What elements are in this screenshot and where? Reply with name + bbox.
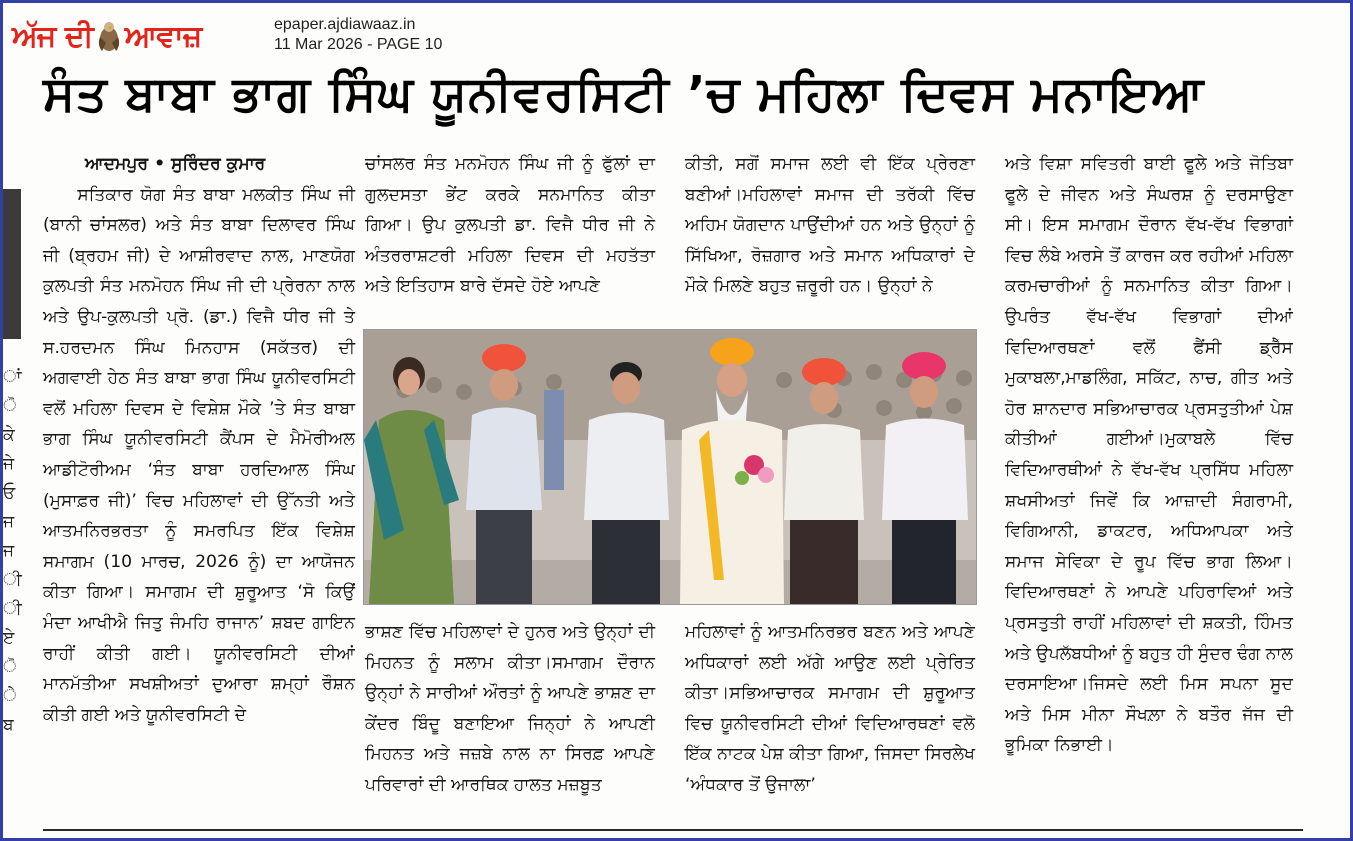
- article-column-2-bottom: [365, 617, 655, 801]
- column-2-top-text: ਚਾਂਸਲਰ ਸੰਤ ਮਨਮੋਹਨ ਸਿੰਘ ਜੀ ਨੂੰ ਫੁੱਲਾਂ ਦਾ ਗੁਲਦਸਤਾ ਭੇਂਟ ਕਰਕੇ ਸਨਮਾਨਿਤ ਕੀਤਾ ਗਿਆ। ਉਪ ਕੁਲਪਤੀ ਡਾ. ਵਿਜੈ ਧੀਰ ਜੀ ਨੇ ਅੰਤਰਰਾਸ਼ਟਰੀ ਮਹਿਲਾ ਦਿਵਸ ਦੀ ਮਹਤੱਤਾ ਅਤੇ ਇਤਿਹਾਸ ਬਾਰੇ ਦੱਸਦੇ ਹੋਏ ਆਪਣੇ: [365, 154, 655, 297]
- edition-meta: [274, 15, 442, 55]
- edition-date-page: 11 Mar 2026 - PAGE 10: [274, 36, 443, 53]
- left-strip-glyph: ੀ: [3, 570, 22, 590]
- eagle-icon: [96, 19, 122, 53]
- event-photo: [363, 329, 977, 605]
- column-2-bottom-text: ਭਾਸ਼ਣ ਵਿੱਚ ਮਹਿਲਾਵਾਂ ਦੇ ਹੁਨਰ ਅਤੇ ਉਨ੍ਹਾਂ ਦੀ ਮਿਹਨਤ ਨੂੰ ਸਲਾਮ ਕੀਤਾ।ਸਮਾਗਮ ਦੌਰਾਨ ਉਨ੍ਹਾਂ ਨੇ ਸਾਰੀਆਂ ਔਰਤਾਂ ਨੂੰ ਆਪਣੇ ਭਾਸ਼ਣ ਦਾ ਕੇਂਦਰ ਬਿੰਦੂ ਬਣਾਇਆ ਜਿਨ੍ਹਾਂ ਨੇ ਆਪਣੀ ਮਿਹਨਤ ਅਤੇ ਜਜ਼ਬੇ ਨਾਲ ਨਾ ਸਿਰਫ਼ ਆਪਣੇ ਪਰਿਵਾਰਾਂ ਦੀ ਆਰਥਿਕ ਹਾਲਤ ਮਜ਼ਬੂਤ: [365, 622, 655, 795]
- left-strip-glyph: ੇ: [3, 686, 17, 706]
- left-strip-glyph: ਕੇ: [3, 425, 15, 445]
- article-column-3-bottom: [685, 617, 975, 801]
- left-strip-glyph: ਜ: [3, 541, 15, 561]
- column-3-bottom-text: ਮਹਿਲਾਵਾਂ ਨੂੰ ਆਤਮਨਿਰਭਰ ਬਣਨ ਅਤੇ ਆਪਣੇ ਅਧਿਕਾਰਾਂ ਲਈ ਅੱਗੇ ਆਉਣ ਲਈ ਪ੍ਰੇਰਿਤ ਕੀਤਾ।ਸਭਿਆਚਾਰਕ ਸਮਾਗਮ ਦੀ ਸ਼ੁਰੂਆਤ ਵਿਚ ਯੂਨੀਵਰਸਿਟੀ ਦੀਆਂ ਵਿਦਿਆਰਥਣਾਂ ਵਲੋ ਇੱਕ ਨਾਟਕ ਪੇਸ਼ ਕੀਤਾ ਗਿਆ, ਜਿਸਦਾ ਸਿਰਲੇਖ ‘ਅੰਧਕਾਰ ਤੋਂ ਉਜਾਲਾ’: [685, 622, 975, 795]
- left-strip-glyph: ਜ: [3, 512, 15, 532]
- left-strip-fragment: [3, 363, 23, 803]
- column-1-text: ਸਤਿਕਾਰ ਯੋਗ ਸੰਤ ਬਾਬਾ ਮਲਕੀਤ ਸਿੰਘ ਜੀ (ਬਾਨੀ ਚਾਂਸਲਰ) ਅਤੇ ਸੰਤ ਬਾਬਾ ਦਿਲਾਵਰ ਸਿੰਘ ਜੀ (ਬ੍ਰਹਮ ਜੀ) ਦੇ ਆਸ਼ੀਰਵਾਦ ਨਾਲ, ਮਾਣਯੋਗ ਕੁਲਪਤੀ ਸੰਤ ਮਨਮੋਹਨ ਸਿੰਘ ਜੀ ਦੀ ਪ੍ਰੇਰਨਾ ਨਾਲ ਅਤੇ ਉਪ-ਕੁਲਪਤੀ ਪ੍ਰੋ. (ਡਾ.) ਵਿਜੈ ਧੀਰ ਜੀ ਤੇ ਸ.ਹਰਦਮਨ ਸਿੰਘ ਮਿਨਹਾਸ (ਸਕੱਤਰ) ਦੀ ਅਗਵਾਈ ਹੇਠ ਸੰਤ ਬਾਬਾ ਭਾਗ ਸਿੰਘ ਯੂਨੀਵਰਸਿਟੀ ਵਲੋਂ ਮਹਿਲਾ ਦਿਵਸ ਦੇ ਵਿਸ਼ੇਸ਼ ਮੌਕੇ ’ਤੇ ਸੰਤ ਬਾਬਾ ਭਾਗ ਸਿੰਘ ਯੂਨੀਵਰਸਿਟੀ ਕੈਂਪਸ ਦੇ ਮੈਮੋਰੀਅਲ ਆਡੀਟੋਰੀਅਮ ‘ਸੰਤ ਬਾਬਾ ਹਰਦਿਆਲ ਸਿੰਘ (ਮੁਸਾਫ਼ਰ ਜੀ)’ ਵਿਚ ਮਹਿਲਾਵਾਂ ਦੀ ਉੱਨਤੀ ਅਤੇ ਆਤਮਨਿਰਭਰਤਾ ਨੂੰ ਸਮਰਪਿਤ ਇੱਕ ਵਿਸ਼ੇਸ਼ ਸਮਾਗਮ (10 ਮਾਰਚ, 2026 ਨੂੰ) ਦਾ ਆਯੋਜਨ ਕੀਤਾ ਗਿਆ। ਸਮਾਗਮ ਦੀ ਸ਼ੁਰੂਆਤ ‘ਸੋ ਕਿਉਂ ਮੰਦਾ ਆਖੀਐ ਜਿਤੁ ਜੰਮਹਿ ਰਾਜਾਨ’ ਸ਼ਬਦ ਗਾਇਨ ਰਾਹੀਂ ਕੀਤੀ ਗਈ। ਯੂਨੀਵਰਸਿਟੀ ਦੀਆਂ ਮਾਨਮੱਤੀਆ ਸਖਸ਼ੀਅਤਾਂ ਦੁਆਰਾ ਸ਼ਮ੍ਹਾਂ ਰੌਸ਼ਨ ਕੀਤੀ ਗਈ ਅਤੇ ਯੂਨੀਵਰਸਿਟੀ ਦੇ: [43, 184, 355, 725]
- column-3-top-text: ਕੀਤੀ, ਸਗੋਂ ਸਮਾਜ ਲਈ ਵੀ ਇੱਕ ਪ੍ਰੇਰਣਾ ਬਣੀਆਂ।ਮਹਿਲਾਵਾਂ ਸਮਾਜ ਦੀ ਤਰੱਕੀ ਵਿੱਚ ਅਹਿਮ ਯੋਗਦਾਨ ਪਾਉਂਦੀਆਂ ਹਨ ਅਤੇ ਉਨ੍ਹਾਂ ਨੂੰ ਸਿੱਖਿਆ, ਰੋਜ਼ਗਾਰ ਅਤੇ ਸਮਾਨ ਅਧਿਕਾਰਾਂ ਦੇ ਮੌਕੇ ਮਿਲਣੇ ਬਹੁਤ ਜ਼ਰੂਰੀ ਹਨ। ਉਨ੍ਹਾਂ ਨੇ: [685, 154, 975, 297]
- masthead-logo: [12, 13, 201, 59]
- article-column-2-top: [365, 149, 655, 302]
- left-strip-glyph: ੋ: [3, 657, 17, 677]
- left-strip-glyph: ਜੇ: [3, 454, 15, 474]
- logo-text-right: ਆਵਾਜ਼: [124, 18, 202, 54]
- left-strip-glyph: ਏ: [3, 628, 15, 648]
- left-strip-glyph: ਬ: [3, 715, 14, 735]
- column-4-text: ਅਤੇ ਵਿਸ਼ਾ ਸਵਿਤਰੀ ਬਾਈ ਫੂਲੇ ਅਤੇ ਜੋਤਿਬਾ ਫੂਲੇ ਦੇ ਜੀਵਨ ਅਤੇ ਸੰਘਰਸ਼ ਨੂੰ ਦਰਸਾਉਣਾ ਸੀ। ਇਸ ਸਮਾਗਮ ਦੌਰਾਨ ਵੱਖ-ਵੱਖ ਵਿਭਾਗਾਂ ਵਿਚ ਲੰਬੇ ਅਰਸੇ ਤੋਂ ਕਾਰਜ ਕਰ ਰਹੀਆਂ ਮਹਿਲਾ ਕਰਮਚਾਰੀਆਂ ਨੂੰ ਸਨਮਾਨਿਤ ਕੀਤਾ ਗਿਆ। ਉਪਰੰਤ ਵੱਖ-ਵੱਖ ਵਿਭਾਗਾਂ ਦੀਆਂ ਵਿਦਿਆਰਥਣਾਂ ਵਲੋਂ ਫੈਂਸੀ ਡ੍ਰੈੱਸ ਮੁਕਾਬਲਾ,ਮਾਡਲਿੰਗ, ਸਕਿੱਟ, ਨਾਚ, ਗੀਤ ਅਤੇ ਹੋਰ ਸ਼ਾਨਦਾਰ ਸਭਿਆਚਾਰਕ ਪ੍ਰਸਤੁਤੀਆਂ ਪੇਸ਼ ਕੀਤੀਆਂ ਗਈਆਂ।ਮੁਕਾਬਲੇ ਵਿੱਚ ਵਿਦਿਆਰਥੀਆਂ ਨੇ ਵੱਖ-ਵੱਖ ਪ੍ਰਸਿੱਧ ਮਹਿਲਾ ਸ਼ਖਸੀਅਤਾਂ ਜਿਵੇਂ ਕਿ ਆਜ਼ਾਦੀ ਸੰਗਰਾਮੀ, ਵਿਗਿਆਨੀ, ਡਾਕਟਰ, ਅਧਿਆਪਕਾ ਅਤੇ ਸਮਾਜ ਸੇਵਿਕਾ ਦੇ ਰੂਪ ਵਿੱਚ ਭਾਗ ਲਿਆ। ਵਿਦਿਆਰਥਣਾਂ ਨੇ ਆਪਣੇ ਪਹਿਰਾਵਿਆਂ ਅਤੇ ਪ੍ਰਸਤੁਤੀ ਰਾਹੀਂ ਮਹਿਲਾਵਾਂ ਦੀ ਸ਼ਕਤੀ, ਹਿੰਮਤ ਅਤੇ ਉਪਲੱਬਧੀਆਂ ਨੂੰ ਬਹੁਤ ਹੀ ਸੁੰਦਰ ਢੰਗ ਨਾਲ ਦਰਸਾਇਆ।ਜਿਸਦੇ ਲਈ ਮਿਸ ਸਪਨਾ ਸੂਦ ਅਤੇ ਮਿਸ ਮੀਨਾ ਸੌਖਲ਼ਾ ਨੇ ਬਤੌਰ ਜੱਜ ਦੀ ਭੂਮਿਕਾ ਨਿਭਾਈ।: [1005, 154, 1293, 756]
- left-strip-glyph: ਾਂ: [3, 367, 22, 387]
- left-strip-glyph: ੀ: [3, 599, 22, 619]
- left-strip-glyph: ਓ: [3, 483, 16, 503]
- article-column-4: [1005, 149, 1293, 761]
- left-edge-photo-fragment: [3, 189, 21, 339]
- event-photo-illustration: [364, 330, 976, 604]
- left-strip-glyph: ੋ: [3, 396, 17, 416]
- site-url[interactable]: epaper.ajdiawaaz.in: [274, 16, 416, 33]
- article-column-1: [43, 149, 355, 730]
- byline: ਆਦਮਪੁਰ • ਸੁਰਿੰਦਰ ਕੁਮਾਰ: [85, 154, 266, 174]
- article-headline: ਸੰਤ ਬਾਬਾ ਭਾਗ ਸਿੰਘ ਯੂਨੀਵਰਸਿਟੀ ’ਚ ਮਹਿਲਾ ਦਿਵਸ ਮਨਾਇਆ: [43, 66, 1205, 122]
- bottom-rule: [43, 829, 1303, 831]
- logo-text-left: ਅੱਜ ਦੀ: [12, 18, 93, 54]
- article-column-3-top: [685, 149, 975, 302]
